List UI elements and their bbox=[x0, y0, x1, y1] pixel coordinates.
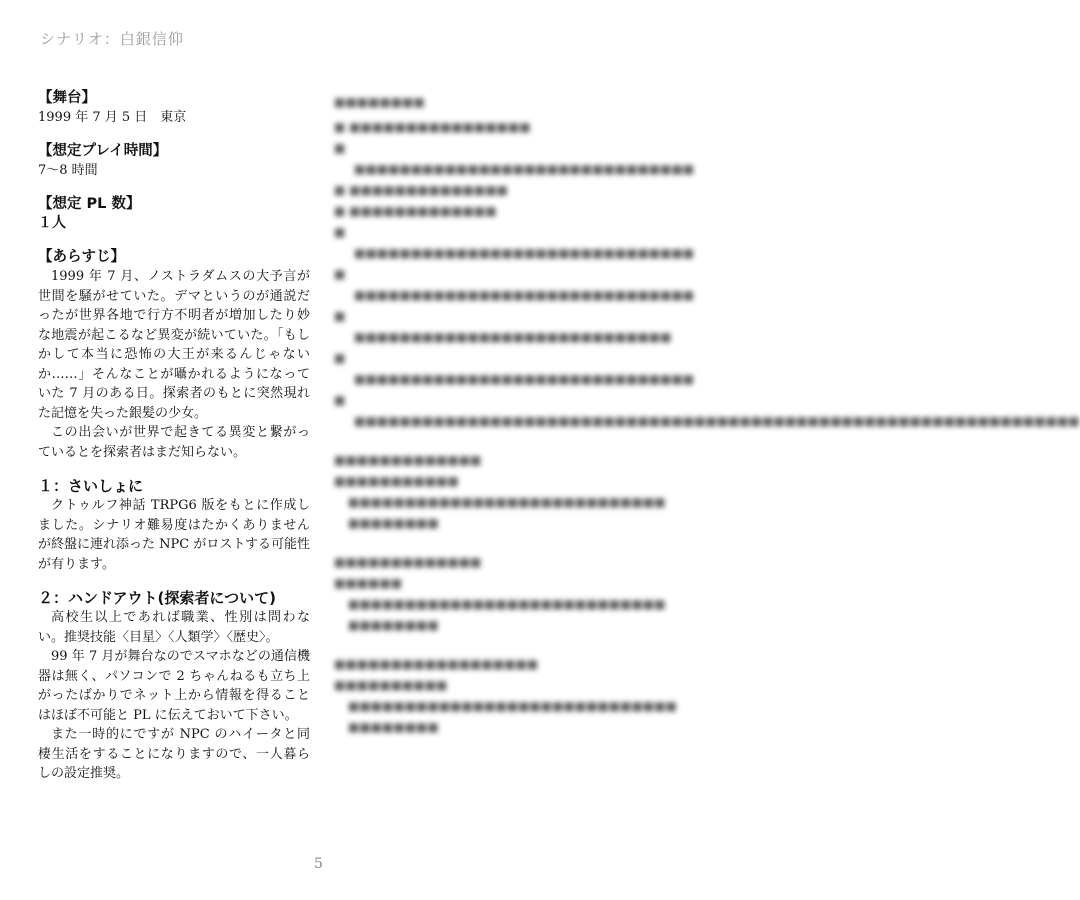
blurred-right-column: ■■■■■■■■ ■ ■■■■■■■■■■■■■■■■ ■ ■■■■■■■■■■■■■■■■■■■■■■■■■■■■■■ ■ ■■■■■■■■■■■■■■ ■ ■■■■■■■■■■■■■ ■ ■■■■■■■■■■■■■■■■■■■■■■■■■■■■■■ ■ ■■■■■■■■■■■■■■■■■■■■■■■■■■■■■■ ■ ■■■■■■■■■■■■■■■■■■■■■■■■■■■■ ■ ■■■■■■■■■■■■■■■■■■■■■■■■■■■■■■ ■ ■■■■■■■■■■■■■■■■■■■■■■■■■■■■■■■■■■■■■■■■■■■■■■■■■■■■■■■■■■■■■■■■ ■■■■■■■■■■■■■ ■■■■■■■■■■■ ■■■■■■■■■■■■■■■■■■■■■■■■■■■■ ■■■■■■■■ ■■■■■■■■■■■■■ ■■■■■■ ■■■■■■■■■■■■■■■■■■■■■■■■■■■■ ■■■■■■■■ ■■■■■■■■■■■■■■■■■■ ■■■■■■■■■■ ■■■■■■■■■■■■■■■■■■■■■■■■■■■■■ ■■■■■■■■ bbox=[334, 95, 1080, 734]
play-time-heading: 【想定プレイ時間】 bbox=[38, 143, 168, 159]
synopsis-heading: 【あらすじ】 bbox=[38, 249, 125, 265]
section-2-paragraph: 99 年 7 月が舞台なのでスマホなどの通信機器は無く、パソコンで 2 ちゃんねるも立ち上がったばかりでネット上から情報を得ることはほぼ不可能と PL に伝えておいて下さい。 bbox=[38, 649, 310, 723]
section-2-heading: ２：ハンドアウト(探索者について) bbox=[38, 589, 276, 607]
stage-heading: 【舞台】 bbox=[38, 90, 96, 106]
section-2-paragraph: また一時的にですが NPC のハイータと同棲生活をすることになりますので、一人暮らしの設定推奨。 bbox=[38, 727, 310, 781]
stage-text: 1999 年 7 月 5 日 東京 bbox=[38, 110, 187, 125]
synopsis-paragraph: 1999 年 7 月、ノストラダムスの大予言が世間を騒がせていた。デマというのが通説だったが世界各地で行方不明者が増加したり妙な地震が起こるなど異変が続いていた。「もしかして本当に恐怖の大王が来るんじゃないか……」そんなことが囁かれるようになっていた 7 月のある日。探索者のもとに突然現れた記憶を失った銀髪の少女。 bbox=[38, 269, 310, 421]
section-1-paragraph: クトゥルフ神話 TRPG6 版をもとに作成しました。シナリオ難易度はたかくありませんが終盤に連れ添った NPC がロストする可能性が有ります。 bbox=[38, 498, 310, 572]
synopsis-paragraph: この出会いが世界で起きてる異変と繋がっているとを探索者はまだ知らない。 bbox=[38, 425, 310, 460]
section-1-body bbox=[38, 496, 310, 574]
page-number: 5 bbox=[314, 856, 323, 872]
page-header: シナリオ：白銀信仰 bbox=[40, 30, 184, 48]
section-2-paragraph: 高校生以上であれば職業、性別は問わない。推奨技能〈目星〉〈人類学〉〈歴史〉。 bbox=[38, 610, 310, 645]
section-2-body bbox=[38, 608, 310, 784]
pl-count-text: １人 bbox=[38, 215, 66, 231]
play-time-text: 7〜8 時間 bbox=[38, 163, 98, 178]
left-column bbox=[38, 88, 310, 798]
pl-count-heading: 【想定 PL 数】 bbox=[38, 196, 141, 212]
section-1-heading: １：さいしょに bbox=[38, 477, 144, 495]
synopsis-body bbox=[38, 267, 310, 462]
